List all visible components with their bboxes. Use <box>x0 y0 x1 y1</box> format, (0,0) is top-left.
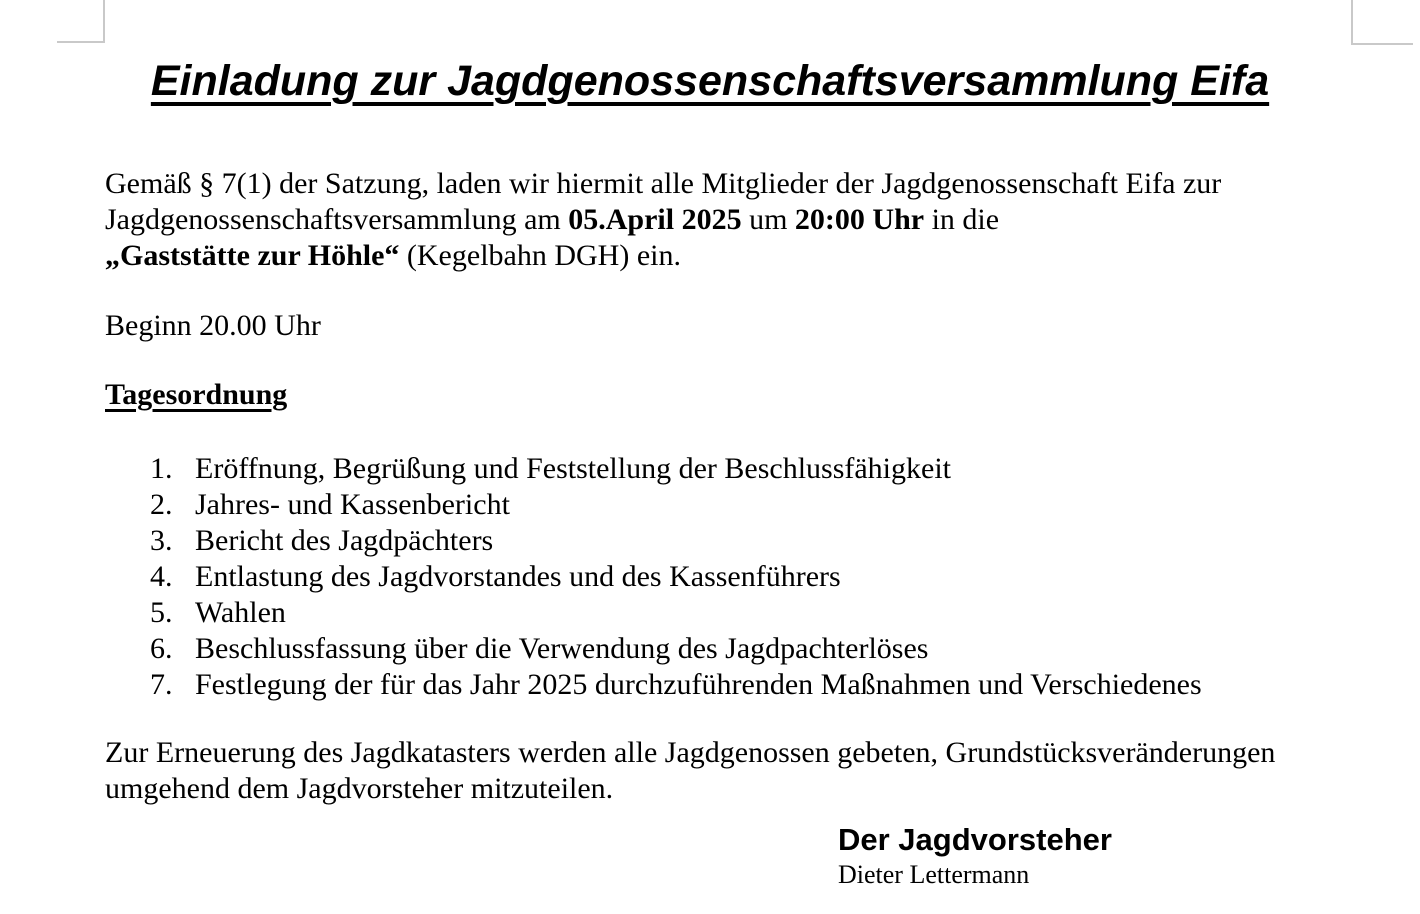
document-title-text: Einladung zur Jagdgenossenschaftsversammlung Eifa <box>150 57 1270 105</box>
margin-crop-mark-right-vertical <box>1351 0 1353 45</box>
agenda-item-number: 5. <box>150 596 173 629</box>
closing-line-2: umgehend dem Jagdvorsteher mitzuteilen. <box>105 772 614 805</box>
closing-line-1: Zur Erneuerung des Jagdkatasters werden alle Jagdgenossen gebeten, Grundstücksveränderungen <box>105 736 1276 769</box>
meeting-date: 05.April 2025 <box>568 203 742 236</box>
agenda-item <box>150 559 1202 595</box>
agenda-item-text: Festlegung der für das Jahr 2025 durchzuführenden Maßnahmen und Verschiedenes <box>195 668 1202 701</box>
agenda-item-text: Jahres- und Kassenbericht <box>195 488 510 521</box>
intro-line-3: „Gaststätte zur Höhle“ (Kegelbahn DGH) ein. <box>105 239 681 272</box>
agenda-item-text: Beschlussfassung über die Verwendung des Jagdpachterlöses <box>195 632 929 665</box>
meeting-time: 20:00 Uhr <box>794 203 925 236</box>
agenda-item-text: Wahlen <box>195 596 286 629</box>
agenda-item-number: 4. <box>150 560 173 593</box>
agenda-item-number: 2. <box>150 488 173 521</box>
agenda-item-text: Eröffnung, Begrüßung und Feststellung der Beschlussfähigkeit <box>195 452 952 485</box>
agenda-item-number: 7. <box>150 668 173 701</box>
signature-name: Dieter Lettermann <box>838 860 1030 889</box>
intro-line-2: Jagdgenossenschaftsversammlung am 05.April 2025 um 20:00 Uhr in die <box>105 203 1000 236</box>
agenda-item-text: Entlastung des Jagdvorstandes und des Kassenführers <box>195 560 841 593</box>
agenda-item <box>150 595 1202 631</box>
margin-crop-mark-left-vertical <box>103 0 105 43</box>
margin-crop-mark-right-horizontal <box>1351 43 1413 45</box>
agenda-item-text: Bericht des Jagdpächters <box>195 524 494 557</box>
agenda-item-number: 1. <box>150 452 173 485</box>
agenda-item <box>150 631 1202 667</box>
signature-role: Der Jagdvorsteher <box>838 822 1112 857</box>
agenda-list <box>150 451 1202 703</box>
intro-paragraph <box>105 166 1221 274</box>
agenda-item <box>150 667 1202 703</box>
agenda-item-number: 3. <box>150 524 173 557</box>
agenda-item <box>150 451 1202 487</box>
meeting-location: „Gaststätte zur Höhle“ <box>105 239 400 272</box>
agenda-heading <box>105 377 287 413</box>
agenda-item <box>150 523 1202 559</box>
agenda-heading-text: Tagesordnung <box>105 378 288 411</box>
document-title <box>0 56 1420 106</box>
agenda-item <box>150 487 1202 523</box>
agenda-item-number: 6. <box>150 632 173 665</box>
start-time-line: Beginn 20.00 Uhr <box>105 309 321 342</box>
closing-paragraph <box>105 735 1275 807</box>
margin-crop-mark-left-horizontal <box>57 41 105 43</box>
intro-line-1: Gemäß § 7(1) der Satzung, laden wir hiermit alle Mitglieder der Jagdgenossenschaft Eifa zur <box>105 167 1222 200</box>
